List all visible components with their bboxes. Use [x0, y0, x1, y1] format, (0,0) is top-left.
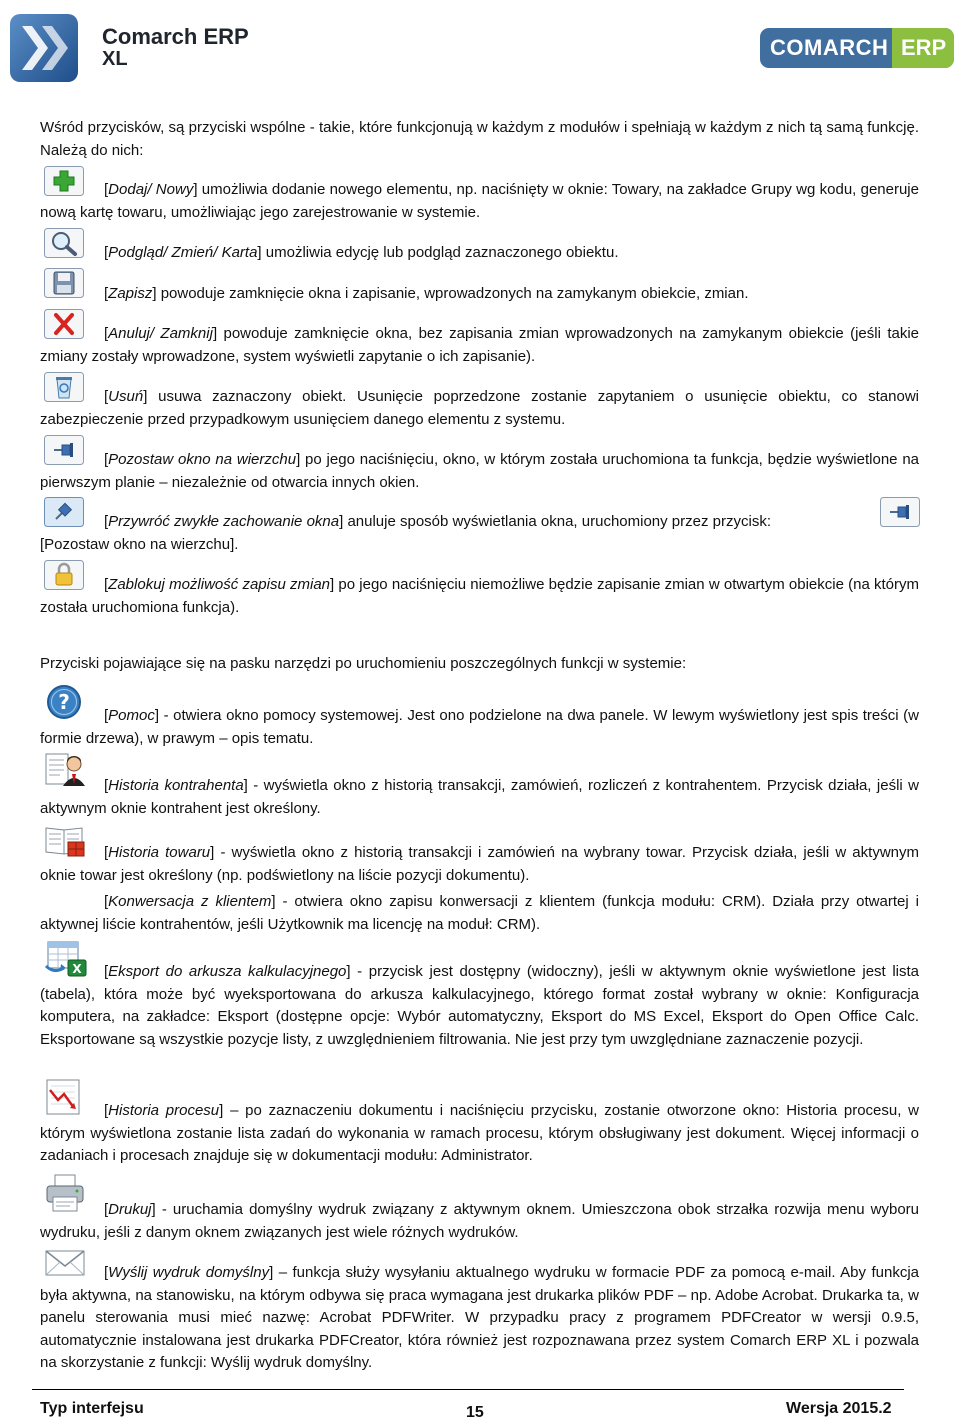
product-name-line1: Comarch ERP: [102, 24, 249, 49]
item-desc: – po zaznaczeniu dokumentu i naciśnięciu przycisku, zostanie otworzone okno: Historia procesu, w którym wyświetlona zostanie lista zadań do wykonania w ramach procesu, którym obsługiwany jest dokument. Więcej informacji o zadaniach i procesach znajduje się w dokumentacji modułu: Administrator.: [40, 1102, 919, 1164]
item-desc: - wyświetla okno z historią transakcji, zamówień, rozliczeń z kontrahentem. Przycisk działa, jeśli w aktywnym oknie kontrahent jest określony.: [40, 777, 919, 817]
toolbar-item-konwersacja: [Konwersacja z klientem] - otwiera okno zapisu konwersacji z klientem (funkcja modułu: CRM). Działa przy otwartej i aktywnej liście kontrahentów, jeśli Użytkownik ma licencję na moduł: CRM).: [40, 893, 919, 933]
footer-divider: [32, 1389, 904, 1390]
brand-left-text: COMARCH: [770, 35, 889, 60]
toolbar-item-eksport: [Eksport do arkusza kalkulacyjnego] - przycisk jest dostępny (widoczny), jeśli w aktywnym oknie wyświetlone jest lista (tabela), która może być wyeksportowana do arkusza kalkulacyjnego, którego format został wybrany w oknie: Konfiguracja komputera, na zakładce: Eksport (dostępne opcje: Wybór automatyczny, Eksport do MS Excel, Eksport do Open Office Calc. Eksportowane są wszystkie pozycje listy, z uwzględnieniem filtrowania. Nie jest przy tym uwzględniane zaznaczenie pozycji.: [40, 963, 919, 1048]
svg-text:X: X: [72, 962, 82, 976]
item-name: Konwersacja z klientem: [108, 893, 272, 910]
item-name: Pozostaw okno na wierzchu: [108, 451, 297, 468]
item-name: Zablokuj możliwość zapisu zmian: [108, 576, 331, 593]
item-name: Wyślij wydruk domyślny: [108, 1264, 270, 1281]
common-item-zablokuj: [Zablokuj możliwość zapisu zmian] po jego naciśnięciu niemożliwe będzie zapisanie zmian w otwartym obiekcie (na którym została uruchomiona funkcja).: [40, 576, 919, 616]
common-item-anuluj: [Anuluj/ Zamknij] powoduje zamknięcie okna, bez zapisania zmian wprowadzonych na zamykanym obiekcie (jeśli takie zmiany zostały wprowadzone, system wyświetli zapytanie o ich zapisanie).: [40, 325, 919, 365]
item-desc: - otwiera okno pomocy systemowej. Jest ono podzielone na dwa panele. W lewym wyświetlony jest spis treści (w formie drzewa), w prawym – opis tematu.: [40, 707, 919, 747]
common-item-usun: [Usuń] usuwa zaznaczony obiekt. Usunięcie poprzedzone zostanie zapytaniem o usunięcie obiektu, co stanowi zabezpieczenie przed przypadkowym usunięciem danego elementu z systemu.: [40, 388, 919, 428]
toolbar-item-historia-towaru: [Historia towaru] - wyświetla okno z historią transakcji i zamówień na wybrany towar. Przycisk działa, jeśli w aktywnym oknie towar jest określony (np. podświetlony na liście pozycji dokumentu).: [40, 844, 919, 884]
footer-section-title: Typ interfejsu: [40, 1400, 144, 1417]
item-name: Pomoc: [108, 707, 155, 724]
item-name: Podgląd/ Zmień/ Karta: [108, 244, 258, 261]
comarch-erp-brand-logo: [760, 28, 954, 68]
item-desc: – funkcja służy wysyłaniu aktualnego wydruku w formacie PDF za pomocą e-mail. Aby funkcja była aktywna, na stanowisku, na którym odbywa się praca wymagana jest drukarka plików PDF – np. Adobe Acrobat. Drukarka ta, w panelu sterowania musi mieć nazwę: Acrobat PDFWriter. W przypadku pracy z programem PDFCreator w wersji 0.9.5, automatycznie instalowana jest drukarka PDFCreator, która również jest rozpoznawana przez system Comarch ERP XL i pozwala na skorzystanie z funkcji: Wyślij wydruk domyślny.: [40, 1264, 919, 1371]
item-desc: powoduje zamknięcie okna, bez zapisania zmian wprowadzonych na zamykanym obiekcie (jeśli takie zmiany zostały wprowadzone, system wyświetli zapytanie o ich zapisanie).: [40, 325, 919, 365]
common-item-przywroc: [Przywróć zwykłe zachowanie okna] anuluje sposób wyświetlania okna, uruchomiony przez przycisk:: [104, 513, 771, 530]
item-name: Zapisz: [108, 285, 153, 302]
brand-right-text: ERP: [901, 35, 947, 60]
item-desc: - wyświetla okno z historią transakcji i zamówień na wybrany towar. Przycisk działa, jeśli w aktywnym oknie towar jest określony (np. podświetlony na liście pozycji dokumentu).: [40, 844, 919, 884]
item-desc: - przycisk jest dostępny (widoczny), jeśli w aktywnym oknie wyświetlone jest lista (tabela), która może być wyeksportowana do arkusza kalkulacyjnego, którego format został wybrany w oknie: Konfiguracja komputera, na zakładce: Eksport (dostępne opcje: Wybór automatyczny, Eksport do MS Excel, Eksport do Open Office Calc. Eksportowane są wszystkie pozycje listy, z uwzględnieniem filtrowania. Nie jest przy tym uwzględniane zaznaczenie pozycji.: [40, 963, 919, 1048]
item-desc: anuluje sposób wyświetlania okna, uruchomiony przez przycisk:: [343, 513, 771, 530]
item-name: Eksport do arkusza kalkulacyjnego: [108, 963, 347, 980]
pin-icon: [880, 497, 920, 527]
item-desc: - uruchamia domyślny wydruk związany z aktywnym oknem. Umieszczona obok strzałka rozwija menu wyboru wydruku, jeśli z danym oknem związanych jest wiele różnych wydruków.: [40, 1201, 919, 1241]
toolbar-item-drukuj: [Drukuj] - uruchamia domyślny wydruk związany z aktywnym oknem. Umieszczona obok strzałka rozwija menu wyboru wydruku, jeśli z danym oknem związanych jest wiele różnych wydruków.: [40, 1201, 919, 1241]
item-name: Historia procesu: [108, 1102, 220, 1119]
svg-text:?: ?: [58, 690, 70, 714]
comarch-erp-xl-logo-icon: [8, 12, 80, 84]
item-name: Drukuj: [108, 1201, 152, 1218]
item-name: Przywróć zwykłe zachowanie okna: [108, 513, 340, 530]
toolbar-item-pomoc: [Pomoc] - otwiera okno pomocy systemowej. Jest ono podzielone na dwa panele. W lewym wyświetlony jest spis treści (w formie drzewa), w prawym – opis tematu.: [40, 707, 919, 747]
item-desc: umożliwia dodanie nowego elementu, np. naciśnięty w oknie: Towary, na zakładce Grupy wg kodu, generuje nową kartę towaru, umożliwiając jego zarejestrowanie w systemie.: [40, 181, 919, 221]
item-name: Historia kontrahenta: [108, 777, 244, 794]
item-desc: usuwa zaznaczony obiekt. Usunięcie poprzedzone zostanie zapytaniem o usunięcie obiektu, co stanowi zabezpieczenie przed przypadkowym usunięciem danego elementu z systemu.: [40, 388, 919, 428]
page-number: 15: [466, 1404, 484, 1421]
toolbar-intro-paragraph: Przyciski pojawiające się na pasku narzędzi po uruchomieniu poszczególnych funkcji w systemie:: [40, 655, 687, 672]
item-desc: po jego naciśnięciu niemożliwe będzie zapisanie zmian w otwartym obiekcie (na którym została uruchomiona funkcja).: [40, 576, 919, 616]
common-item-podglad: [Podgląd/ Zmień/ Karta] umożliwia edycję lub podgląd zaznaczonego obiektu.: [104, 244, 619, 261]
item-name: Historia towaru: [108, 844, 211, 861]
item-desc: umożliwia edycję lub podgląd zaznaczonego obiektu.: [261, 244, 619, 261]
item-desc: po jego naciśnięciu, okno, w którym została uruchomiona ta funkcja, będzie wyświetlone na pierwszym planie – niezależnie od otwarcia innych okien.: [40, 451, 920, 491]
common-item-pozostaw: [Pozostaw okno na wierzchu] po jego naciśnięciu, okno, w którym została uruchomiona ta funkcja, będzie wyświetlone na pierwszym planie – niezależnie od otwarcia innych okien.: [40, 451, 920, 491]
intro-paragraph: Wśród przycisków, są przyciski wspólne - takie, które funkcjonują w każdym z modułów i spełniają w każdym z nich tą samą funkcję. Należą do nich:: [40, 119, 919, 159]
toolbar-item-historia-procesu: [Historia procesu] – po zaznaczeniu dokumentu i naciśnięciu przycisku, zostanie otworzone okno: Historia procesu, w którym wyświetlona zostanie lista zadań do wykonania w ramach procesu, którym obsługiwany jest dokument. Więcej informacji o zadaniach i procesach znajduje się w dokumentacji modułu: Administrator.: [40, 1102, 919, 1164]
toolbar-item-wyslij: [Wyślij wydruk domyślny] – funkcja służy wysyłaniu aktualnego wydruku w formacie PDF za pomocą e-mail. Aby funkcja była aktywna, na stanowisku, na którym odbywa się praca wymagana jest drukarka plików PDF – np. Adobe Acrobat. Drukarka ta, w panelu sterowania musi mieć nazwę: Acrobat PDFWriter. W przypadku pracy z programem PDFCreator w wersji 0.9.5, automatycznie instalowana jest drukarka PDFCreator, która również jest rozpoznawana przez system Comarch ERP XL i pozwala na skorzystanie z funkcji: Wyślij wydruk domyślny.: [40, 1264, 919, 1371]
product-name-line2: XL: [102, 48, 128, 70]
common-item-przywroc-tail: [Pozostaw okno na wierzchu].: [40, 536, 239, 553]
item-name: Dodaj/ Nowy: [108, 181, 194, 198]
footer-version: Wersja 2015.2: [786, 1400, 892, 1417]
common-item-dodaj: [Dodaj/ Nowy] umożliwia dodanie nowego elementu, np. naciśnięty w oknie: Towary, na zakładce Grupy wg kodu, generuje nową kartę towaru, umożliwiając jego zarejestrowanie w systemie.: [40, 181, 919, 221]
item-desc: - otwiera okno zapisu konwersacji z klientem (funkcja modułu: CRM). Działa przy otwartej i aktywnej liście kontrahentów, jeśli Użytkownik ma licencję na moduł: CRM).: [40, 893, 919, 933]
common-item-zapisz: [Zapisz] powoduje zamknięcie okna i zapisanie, wprowadzonych na zamykanym obiekcie, zmian.: [104, 285, 749, 302]
toolbar-item-historia-kontrahenta: [Historia kontrahenta] - wyświetla okno z historią transakcji, zamówień, rozliczeń z kontrahentem. Przycisk działa, jeśli w aktywnym oknie kontrahent jest określony.: [40, 777, 919, 817]
item-name: Usuń: [108, 388, 144, 405]
item-desc: powoduje zamknięcie okna i zapisanie, wprowadzonych na zamykanym obiekcie, zmian.: [156, 285, 749, 302]
item-name: Anuluj/ Zamknij: [108, 325, 213, 342]
